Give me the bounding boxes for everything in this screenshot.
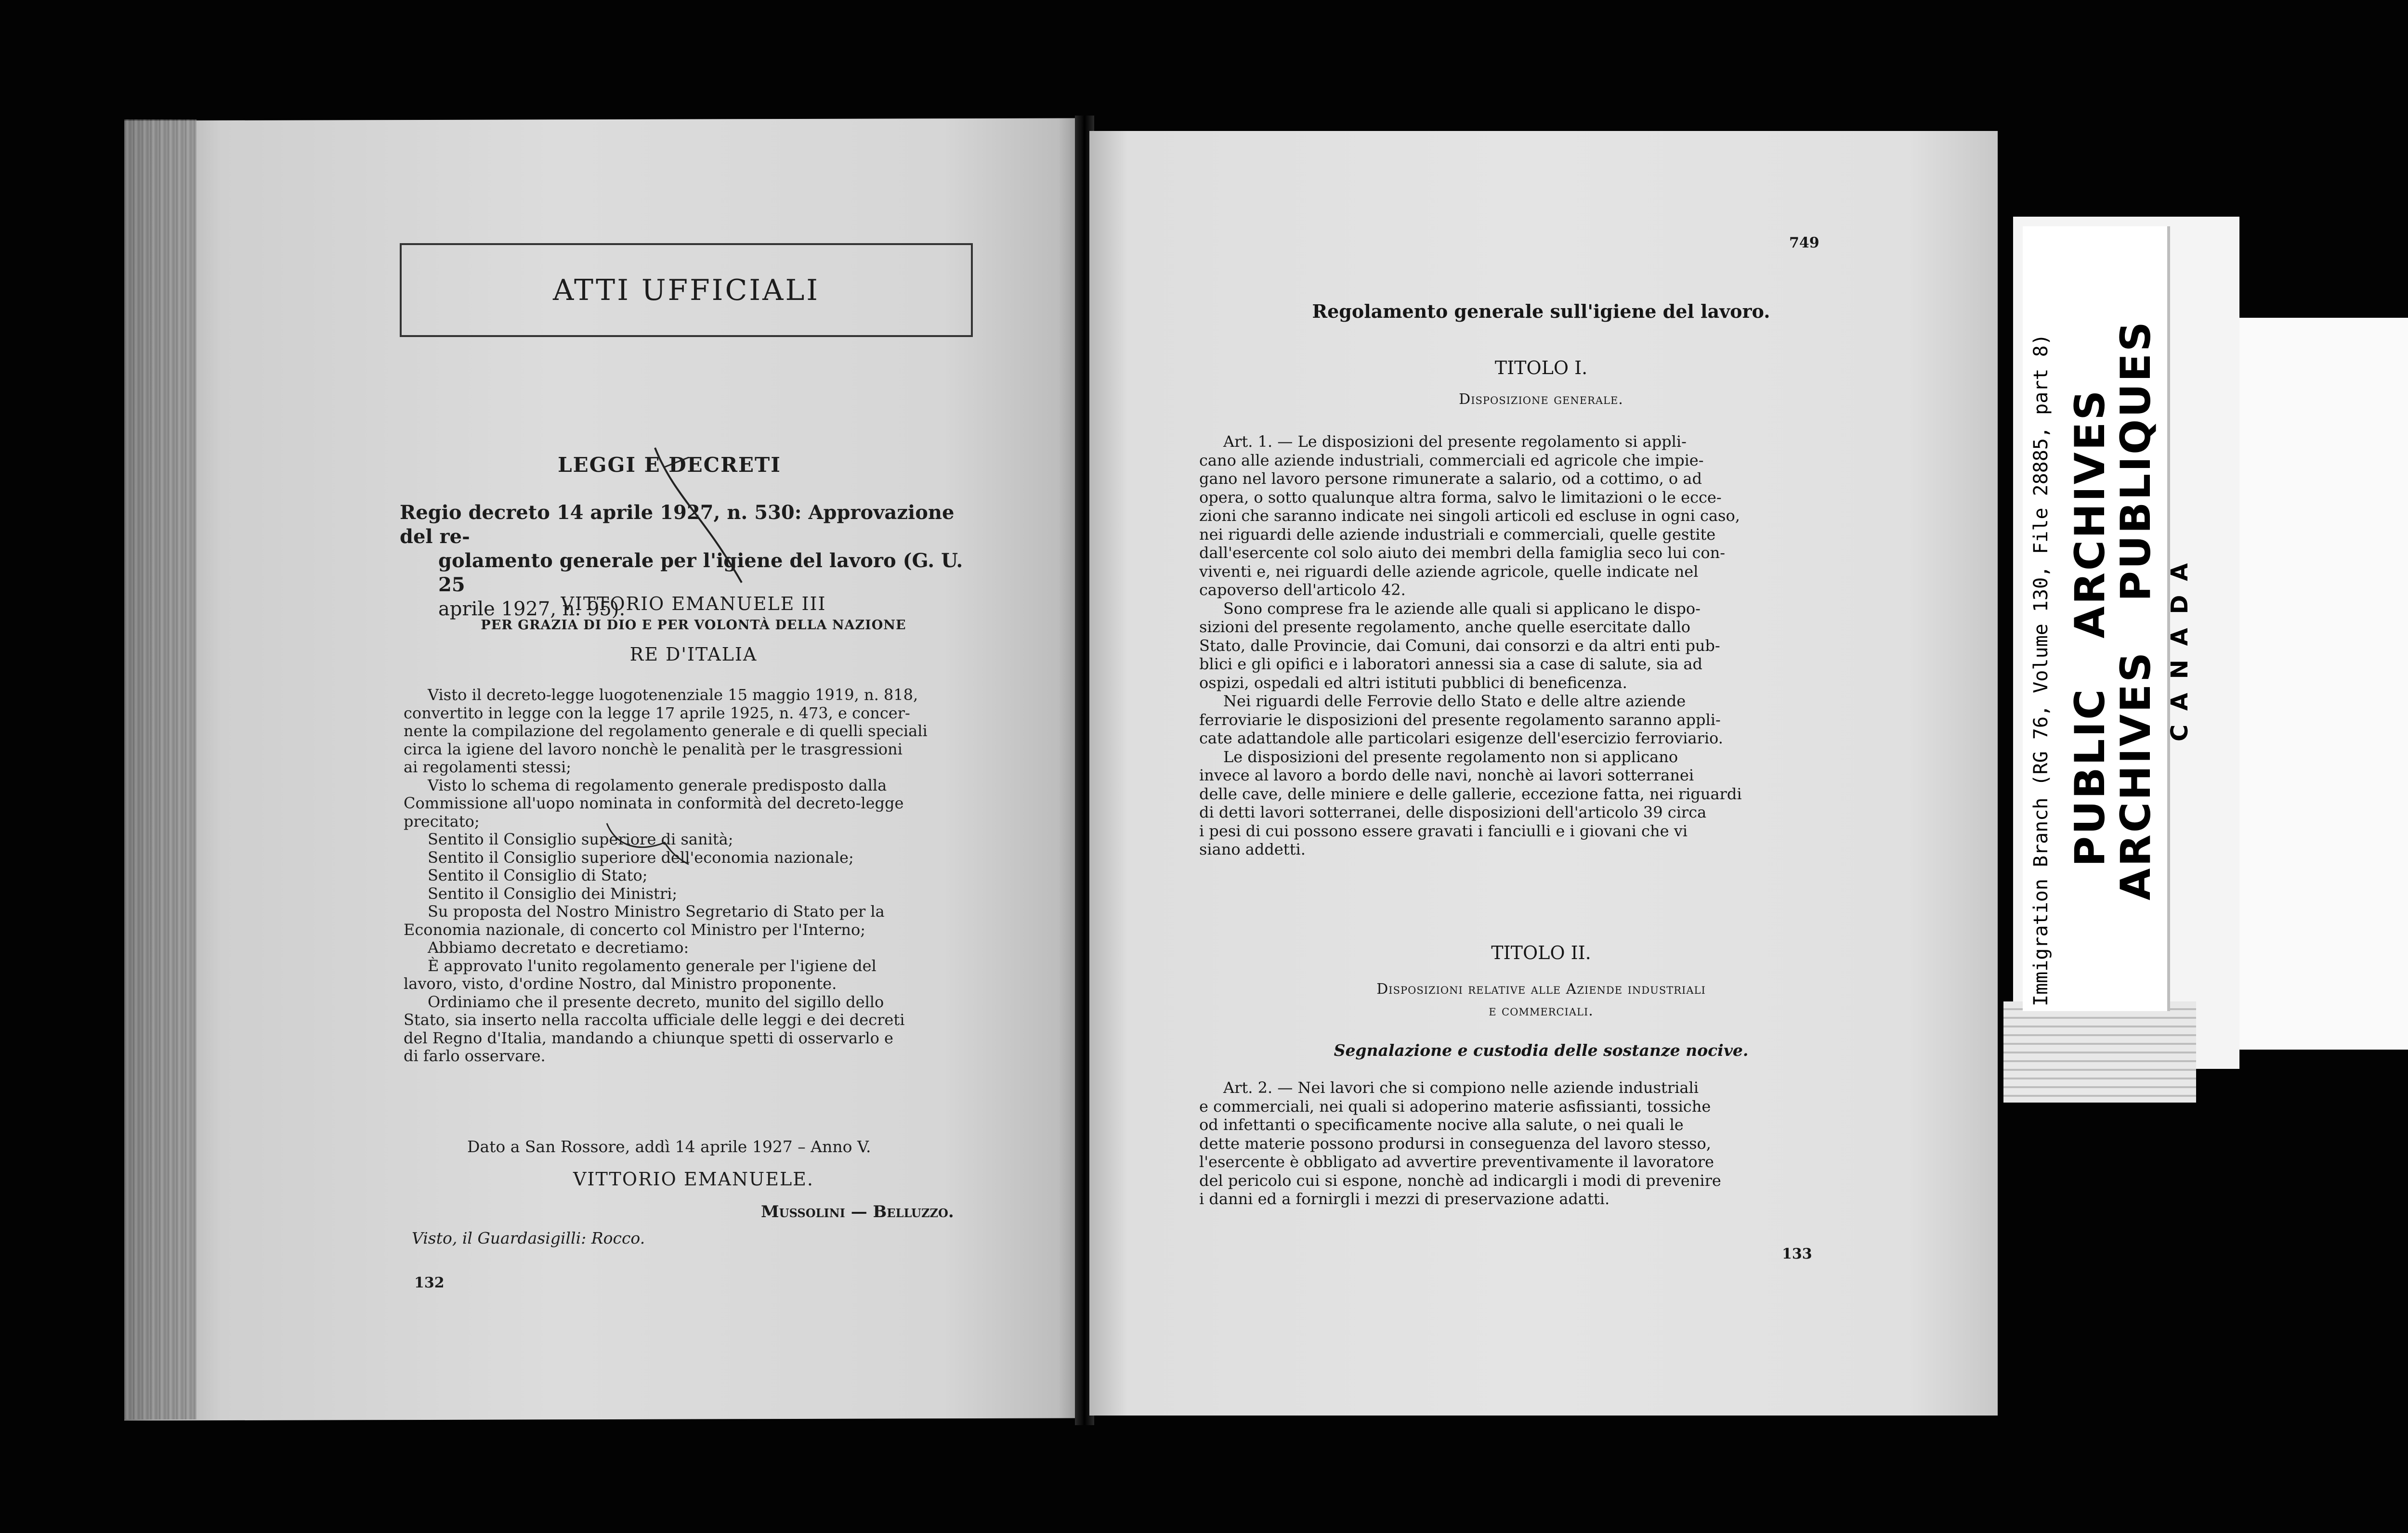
- art1-line: cate adattandole alle particolari esigenze dell'esercizio ferroviario.: [1199, 729, 1723, 747]
- visto-guardasigilli: Visto, il Guardasigilli: Rocco.: [412, 1229, 645, 1247]
- body-line: Sentito il Consiglio dei Ministri;: [428, 884, 678, 903]
- segnalazione-heading: Segnalazione e custodia delle sostanze nocive.: [1334, 1041, 1749, 1060]
- art2-line: l'esercente è obbligato ad avvertire preventivamente il lavoratore: [1199, 1153, 1714, 1171]
- body-line: Stato, sia inserto nella raccolta ufficiale delle leggi e dei decreti: [404, 1011, 905, 1029]
- art2-line: od infettanti o specificamente nocive alla salute, o nei quali le: [1199, 1116, 1684, 1134]
- archive-label-backing: [2215, 318, 2408, 1050]
- stamped-page-number: 749: [1789, 234, 1819, 251]
- king-signature: VITTORIO EMANUELE.: [573, 1169, 814, 1190]
- art1-line: i pesi di cui possono essere gravati i fanciulli e i giovani che vi: [1199, 821, 1688, 840]
- art2-line: e commerciali, nei quali si adoperino materie asfissianti, tossiche: [1199, 1097, 1711, 1116]
- art1-line: Le disposizioni del presente regolamento non si applicano: [1223, 747, 1678, 766]
- article-2: [1199, 1078, 1811, 1208]
- art2-line: del pericolo cui si espone, nonchè ad indicargli i modi di prevenire: [1199, 1171, 1721, 1190]
- art1-line: zioni che saranno indicate nei singoli articoli ed escluse in ogni caso,: [1199, 507, 1740, 525]
- body-line: Sentito il Consiglio superiore dell'economia nazionale;: [428, 848, 854, 867]
- body-line: ai regolamenti stessi;: [404, 758, 572, 776]
- body-line: Abbiamo decretato e decretiamo:: [428, 938, 689, 957]
- decree-title-line-3: aprile 1927, n. 95).: [438, 598, 626, 620]
- body-line: nente la compilazione del regolamento generale e di quelli speciali: [404, 722, 928, 740]
- art1-line: dall'esercente col solo aiuto dei membri della famiglia seco lui con-: [1199, 544, 1726, 562]
- body-line: Su proposta del Nostro Ministro Segretario di Stato per la: [428, 902, 885, 921]
- king-name: VITTORIO EMANUELE III: [561, 593, 826, 614]
- body-line: Visto il decreto-legge luogotenenziale 15 maggio 1919, n. 818,: [428, 686, 918, 704]
- art1-line: opera, o sotto qualunque altra forma, salvo le limitazioni o le ecce-: [1199, 488, 1722, 507]
- art1-line: sizioni del presente regolamento, anche quelle esercitate dallo: [1199, 618, 1691, 636]
- art1-line: ferroviarie le disposizioni del presente regolamento saranno appli-: [1199, 710, 1721, 729]
- titolo-2-subtitle-1: Disposizioni relative alle Aziende industriali: [1376, 981, 1706, 998]
- body-line: precitato;: [404, 812, 480, 831]
- left-page-number: 132: [414, 1274, 445, 1291]
- art1-line: Art. 1. — Le disposizioni del presente regolamento si appli-: [1223, 432, 1687, 451]
- body-line: È approvato l'unito regolamento generale per l'igiene del: [428, 956, 877, 975]
- art1-line: cano alle aziende industriali, commerciali ed agricole che impie-: [1199, 451, 1704, 469]
- art1-line: viventi e, nei riguardi delle aziende agricole, quelle indicate nel: [1199, 562, 1699, 581]
- body-line: Sentito il Consiglio di Stato;: [428, 866, 648, 884]
- art1-line: gano nel lavoro persone rimunerate a salario, od a cottimo, o ad: [1199, 469, 1702, 488]
- section-heading: LEGGI E DECRETI: [558, 453, 781, 477]
- by-grace-line: PER GRAZIA DI DIO E PER VOLONTÀ DELLA NAZIONE: [481, 618, 906, 633]
- king-title: RE D'ITALIA: [629, 644, 758, 665]
- art1-line: siano addetti.: [1199, 840, 1306, 858]
- body-line: convertito in legge con la legge 17 aprile 1925, n. 473, e concer-: [404, 703, 910, 722]
- titolo-2-subtitle-2: e commerciali.: [1489, 1002, 1594, 1019]
- body-line: Ordiniamo che il presente decreto, munito del sigillo dello: [428, 992, 884, 1011]
- body-line: Sentito il Consiglio superiore di sanità;: [428, 830, 733, 848]
- art2-line: Art. 2. — Nei lavori che si compiono nelle aziende industriali: [1223, 1078, 1699, 1097]
- titolo-2: TITOLO II.: [1491, 942, 1591, 963]
- art1-line: Sono comprese fra le aziende alle quali si applicano le dispo-: [1223, 599, 1701, 618]
- body-line: lavoro, visto, d'ordine Nostro, dal Ministro proponente.: [404, 974, 837, 993]
- art1-line: capoverso dell'articolo 42.: [1199, 581, 1406, 599]
- body-line: Economia nazionale, di concerto col Ministro per l'Interno;: [404, 920, 866, 939]
- body-line: Visto lo schema di regolamento generale predisposto dalla: [428, 776, 887, 794]
- archive-line-archives-publiques: ARCHIVES PUBLIQUES: [2112, 320, 2160, 900]
- body-line: circa la igiene del lavoro nonchè le penalità per le trasgressioni: [404, 740, 903, 758]
- body-line: di farlo osservare.: [404, 1047, 546, 1065]
- art1-line: blici e gli opifici e i laboratori annessi sia a case di salute, sia ad: [1199, 655, 1702, 673]
- art2-line: dette materie possono prodursi in conseguenza del lavoro stesso,: [1199, 1134, 1711, 1153]
- date-line: Dato a San Rossore, addì 14 aprile 1927 – Anno V.: [467, 1137, 871, 1156]
- right-page-number: 133: [1782, 1246, 1812, 1262]
- decree-title-line-1: Regio decreto 14 aprile 1927, n. 530: Approvazione del re-: [400, 501, 955, 548]
- cosigners: Mussolini — Belluzzo.: [761, 1202, 954, 1221]
- art1-line: di detti lavori sotterranei, delle disposizioni dell'articolo 39 circa: [1199, 803, 1707, 821]
- art1-line: ospizi, ospedali ed altri istituti pubblici di beneficenza.: [1199, 673, 1627, 692]
- titolo-1: TITOLO I.: [1494, 357, 1588, 378]
- section-title: ATTI UFFICIALI: [553, 273, 820, 307]
- art1-line: invece al lavoro a bordo delle navi, nonchè ai lavori sotterranei: [1199, 766, 1694, 784]
- archive-reference: Immigration Branch (RG 76, Volume 130, File 28885, part 8): [2030, 334, 2052, 1006]
- art1-line: delle cave, delle miniere e delle gallerie, eccezione fatta, nei riguardi: [1199, 784, 1742, 803]
- body-line: Commissione all'uopo nominata in conformità del decreto-legge: [404, 794, 904, 812]
- art1-line: nei riguardi delle aziende industriali e commerciali, quelle gestite: [1199, 525, 1716, 544]
- archive-line-canada: C A N A D A: [2166, 560, 2193, 741]
- archive-label-strip: [2003, 1001, 2196, 1103]
- titolo-1-subtitle: Disposizione generale.: [1459, 391, 1623, 408]
- decree-title-line-2: golamento generale per l'igiene del lavoro (G. U. 25: [438, 549, 963, 596]
- regulation-title: Regolamento generale sull'igiene del lavoro.: [1312, 300, 1770, 322]
- archive-line-public-archives: PUBLIC ARCHIVES: [2066, 388, 2114, 867]
- art1-line: Nei riguardi delle Ferrovie dello Stato e delle altre aziende: [1223, 692, 1686, 710]
- art2-line: i danni ed a fornirgli i mezzi di preservazione adatti.: [1199, 1190, 1610, 1208]
- art1-line: Stato, dalle Provincie, dai Comuni, dai consorzi e da altri enti pub-: [1199, 636, 1720, 655]
- body-line: del Regno d'Italia, mandando a chiunque spetti di osservarlo e: [404, 1028, 893, 1047]
- article-1: [1199, 432, 1811, 859]
